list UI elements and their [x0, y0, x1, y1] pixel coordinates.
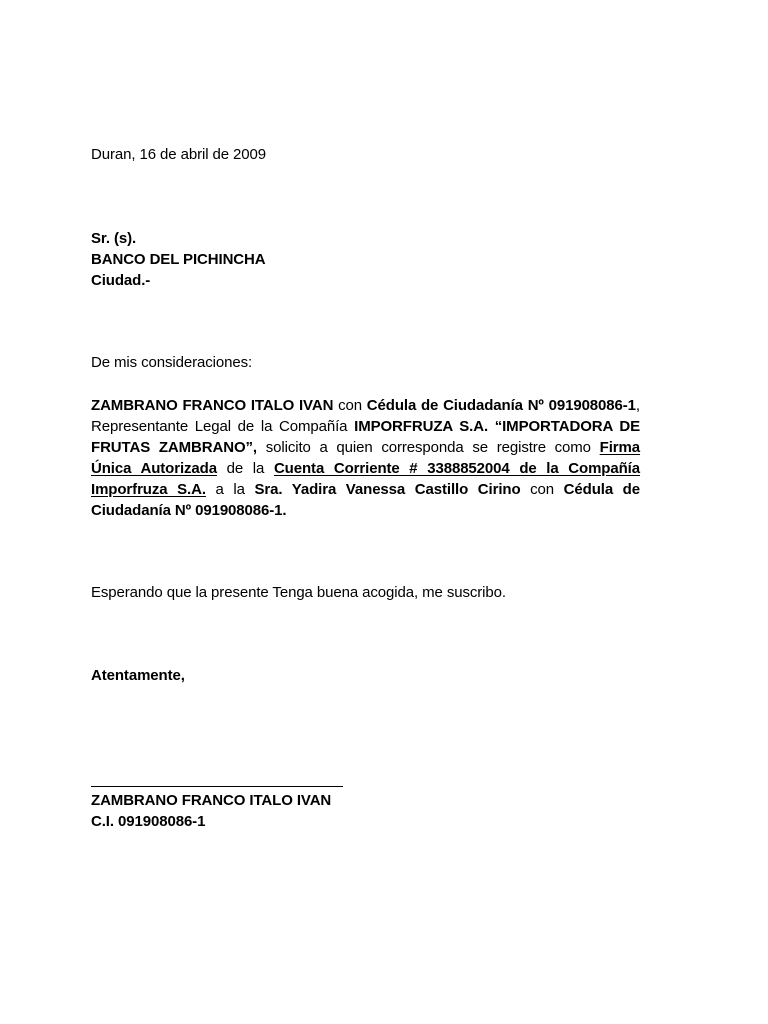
body-text-1: con [333, 397, 367, 414]
addressee-bank: BANCO DEL PICHINCHA [91, 251, 266, 268]
greeting: De mis consideraciones: [91, 354, 253, 371]
letter-body [91, 395, 640, 521]
signature-line [91, 786, 343, 787]
beneficiary-name: Sra. Yadira Vanessa [254, 481, 406, 498]
body-text-6 [405, 481, 415, 498]
person-name: ZAMBRANO FRANCO ITALO IVAN [91, 397, 334, 414]
farewell: Atentamente, [91, 667, 185, 684]
authorized-signature: Firma Única Autorizada [91, 439, 640, 477]
body-text-4: de la [216, 460, 274, 477]
signer-block [91, 790, 640, 832]
addressee-salutation: Sr. (s). [91, 230, 137, 247]
beneficiary-name-cont: Castillo Cirino [414, 481, 521, 498]
addressee-city: Ciudad.- [91, 272, 151, 289]
signer-id: C.I. 091908086-1 [91, 813, 206, 830]
closing-line: Esperando que la presente Tenga buena acogida, me suscribo. [91, 584, 506, 601]
body-text-2: , Representante Legal de la Compañía [91, 397, 640, 435]
account-reference: Cuenta Corriente # 3388852004 de la Compañía Imporfruza S.A. [91, 460, 640, 498]
id-label-2: Cédula de Ciudadanía Nº 091908086-1. [91, 481, 640, 519]
letter-date: Duran, 16 de abril de 2009 [91, 146, 267, 163]
body-text-7: con [520, 481, 564, 498]
addressee-block [91, 228, 640, 291]
body-text-3: solicito a quien corresponda se registre como [257, 439, 600, 456]
company-name: IMPORFRUZA S.A. “IMPORTADORA DE FRUTAS ZAMBRANO”, [91, 418, 640, 456]
body-text-5: a la [205, 481, 255, 498]
id-label-1: Cédula de Ciudadanía Nº 091908086-1 [366, 397, 636, 414]
signer-name: ZAMBRANO FRANCO ITALO IVAN [91, 792, 332, 809]
